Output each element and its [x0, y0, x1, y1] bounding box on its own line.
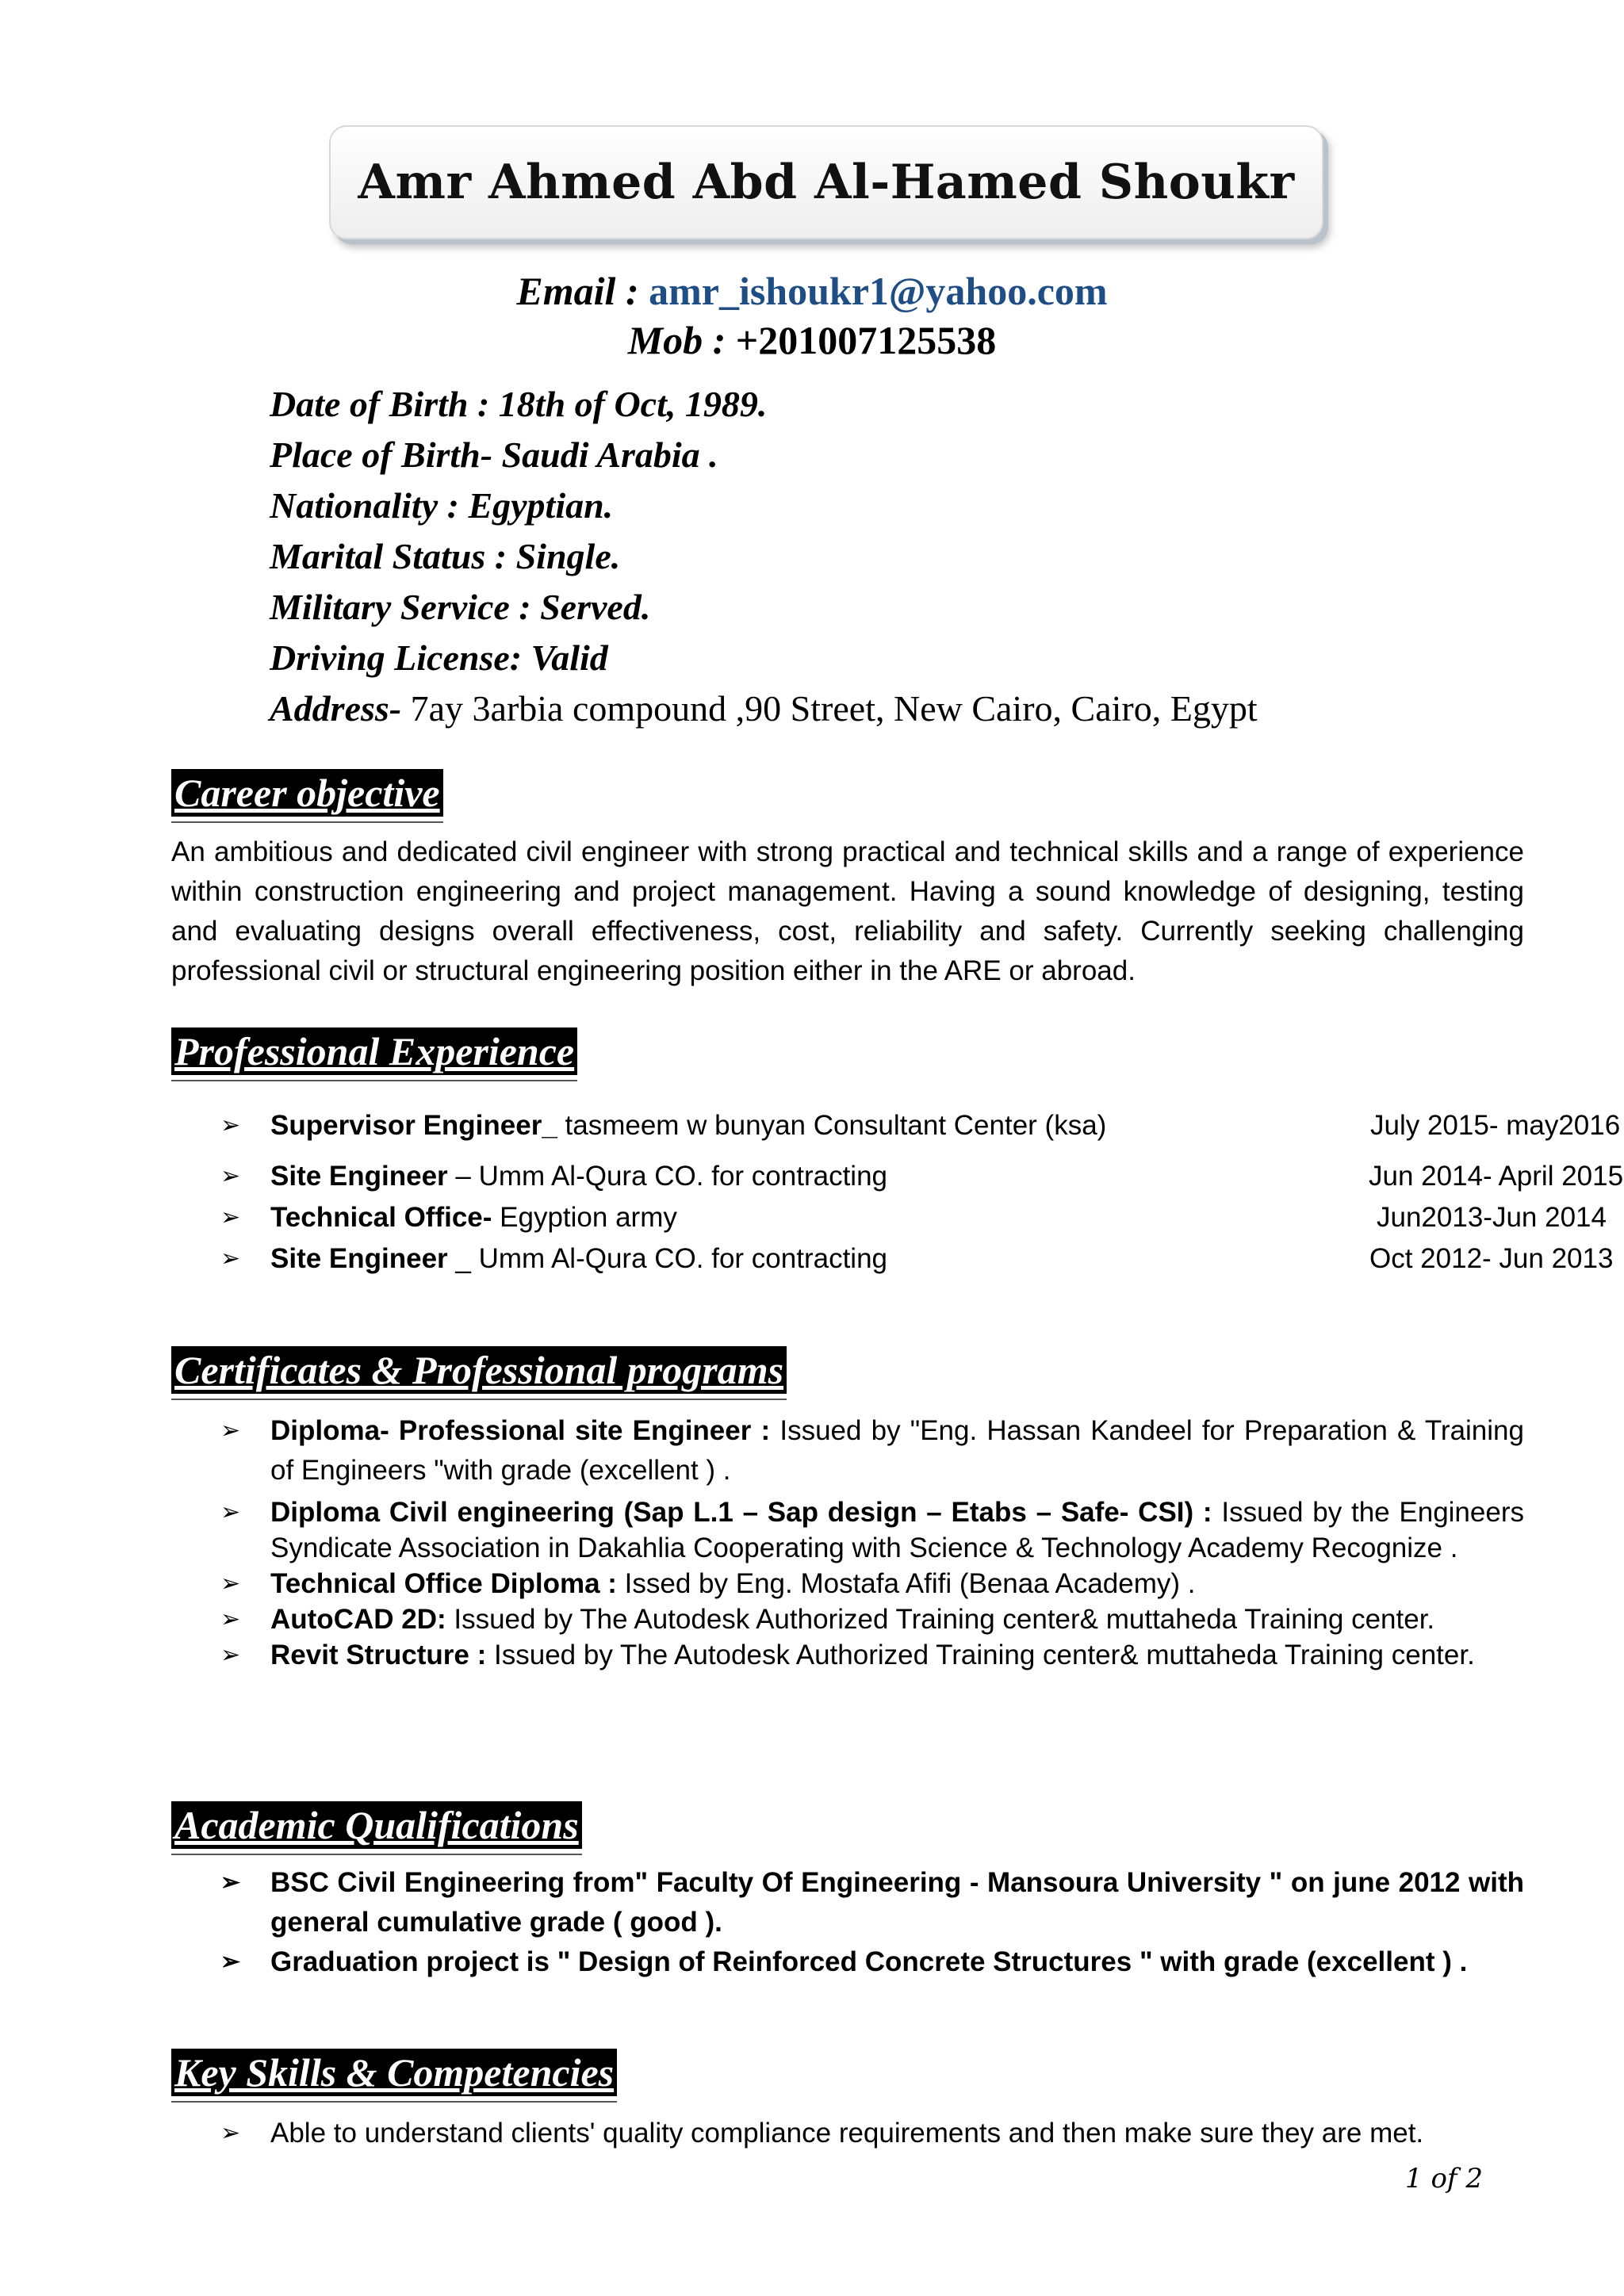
mobile-value: +201007125538 — [735, 318, 997, 362]
certificate-item — [171, 1411, 1524, 1490]
page-number — [1405, 2163, 1483, 2195]
driving-license: Driving License: Valid — [270, 637, 608, 678]
experience-title: Supervisor Engineer_ — [270, 1110, 557, 1141]
place-of-birth: Place of Birth- Saudi Arabia . — [270, 434, 718, 475]
career-objective-text: An ambitious and dedicated civil engineer with strong practical and technical skills and a range of experience within construction engineering and project management. Having a sound knowledge of designing, testing and evaluating designs overall effectiveness, cost, reliability and safety. Currently seeking challenging professional civil or structural engineering position either in the ARE or abroad. — [171, 836, 1524, 986]
academic-item — [171, 1863, 1524, 1942]
certificate-item — [171, 1637, 1524, 1673]
experience-list — [171, 1105, 1624, 1280]
academic-heading: Academic Qualifications — [171, 1801, 582, 1849]
page-current: 1 — [1405, 2163, 1423, 2195]
arrow-bullet-icon: ➢ — [220, 1949, 241, 1975]
page-total: 2 — [1465, 2163, 1483, 2195]
experience-title: Site Engineer — [270, 1161, 448, 1192]
experience-detail: Egyption army — [492, 1202, 677, 1233]
experience-date: Jun 2014- April 2015 — [1369, 1161, 1624, 1192]
email-label: Email : — [516, 269, 639, 313]
arrow-bullet-icon: ➢ — [220, 1418, 241, 1444]
academic-text: BSC Civil Engineering from" Faculty Of Engineering - Mansoura University " on june 2012 with general cumulative grade ( good ). — [270, 1867, 1524, 1938]
arrow-bullet-icon: ➢ — [220, 1112, 241, 1138]
arrow-bullet-icon: ➢ — [220, 1606, 241, 1632]
arrow-bullet-icon: ➢ — [220, 1204, 241, 1230]
address — [270, 683, 1459, 734]
experience-detail: – Umm Al-Qura CO. for contracting — [447, 1161, 887, 1192]
certificate-detail: Issed by Eng. Mostafa Afifi (Benaa Academy) . — [616, 1568, 1196, 1599]
experience-item — [171, 1156, 1624, 1197]
skills-heading: Key Skills & Competencies — [171, 2049, 617, 2096]
skills-list — [171, 2114, 1524, 2153]
arrow-bullet-icon: ➢ — [220, 1499, 241, 1525]
certificate-title: Diploma Civil engineering (Sap L.1 – Sap design – Etabs – Safe- CSI) : — [270, 1497, 1212, 1528]
experience-date: Oct 2012- Jun 2013 — [1369, 1243, 1614, 1274]
military-service: Military Service : Served. — [270, 587, 651, 627]
certificate-detail: Issued by the Engineers Syndicate Association in Dakahlia Cooperating with Science & Technology Academy Recognize . — [270, 1497, 1524, 1563]
career-objective-heading: Career objective — [171, 769, 443, 817]
experience-detail: tasmeem w bunyan Consultant Center (ksa) — [557, 1110, 1107, 1141]
experience-date: Jun2013-Jun 2014 — [1377, 1202, 1607, 1233]
email-value[interactable]: amr_ishoukr1@yahoo.com — [649, 269, 1108, 313]
name-banner — [329, 125, 1323, 239]
address-label: Address- — [270, 688, 402, 729]
page-of: of — [1431, 2163, 1457, 2195]
experience-date: July 2015- may2016 — [1370, 1110, 1621, 1141]
certificate-item — [171, 1494, 1524, 1566]
arrow-bullet-icon: ➢ — [220, 1642, 241, 1668]
arrow-bullet-icon: ➢ — [220, 1163, 241, 1189]
mobile-line — [0, 317, 1624, 363]
certificate-item — [171, 1566, 1524, 1601]
certificate-detail: Issued by "Eng. Hassan Kandeel for Preparation & Training of Engineers "with grade (excellent ) . — [270, 1415, 1524, 1486]
academic-item — [171, 1942, 1524, 1982]
certificate-title: Revit Structure : — [270, 1640, 487, 1670]
personal-details — [270, 379, 1459, 734]
certificate-title: AutoCAD 2D: — [270, 1604, 446, 1635]
arrow-bullet-icon: ➢ — [220, 1246, 241, 1272]
experience-heading: Professional Experience — [171, 1027, 577, 1075]
skill-text: Able to understand clients' quality compliance requirements and then make sure they are met. — [270, 2118, 1424, 2149]
certificate-title: Technical Office Diploma : — [270, 1568, 617, 1599]
certificate-item — [171, 1601, 1524, 1637]
experience-item — [171, 1197, 1607, 1238]
date-of-birth: Date of Birth : 18th of Oct, 1989. — [270, 384, 768, 424]
certificates-list — [171, 1411, 1524, 1673]
certificate-detail: Issued by The Autodesk Authorized Training center& muttaheda Training center. — [446, 1604, 1435, 1635]
academic-text: Graduation project is " Design of Reinforced Concrete Structures " with grade (excellent ) . — [270, 1946, 1468, 1977]
certificate-detail: Issued by The Autodesk Authorized Training center& muttaheda Training center. — [486, 1640, 1475, 1670]
experience-title: Technical Office- — [270, 1202, 492, 1233]
academic-list — [171, 1863, 1524, 1982]
candidate-name: Amr Ahmed Abd Al-Hamed Shoukr — [358, 155, 1295, 210]
experience-detail: _ Umm Al-Qura CO. for contracting — [447, 1243, 887, 1274]
marital-status: Marital Status : Single. — [270, 536, 621, 576]
arrow-bullet-icon: ➢ — [220, 2120, 241, 2146]
arrow-bullet-icon: ➢ — [220, 1869, 241, 1896]
experience-item — [171, 1238, 1614, 1280]
certificates-heading: Certificates & Professional programs — [171, 1346, 787, 1394]
nationality: Nationality : Egyptian. — [270, 485, 614, 526]
email-line — [0, 268, 1624, 314]
skill-item — [171, 2114, 1524, 2153]
experience-item — [171, 1105, 1621, 1146]
certificate-title: Diploma- Professional site Engineer : — [270, 1415, 771, 1446]
arrow-bullet-icon: ➢ — [220, 1571, 241, 1597]
address-value: 7ay 3arbia compound ,90 Street, New Cairo, Cairo, Egypt — [410, 688, 1258, 729]
mobile-label: Mob : — [627, 318, 726, 362]
experience-title: Site Engineer — [270, 1243, 448, 1274]
